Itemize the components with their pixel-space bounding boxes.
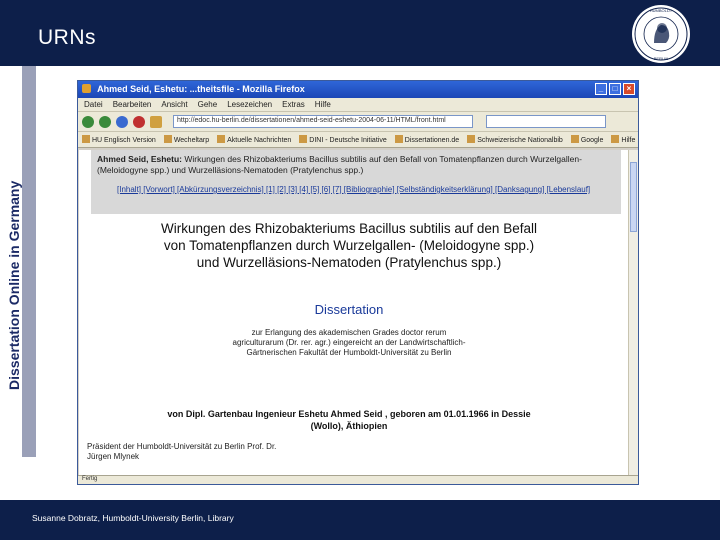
svg-text:HUMBOLDT: HUMBOLDT [649,8,673,13]
scrollbar-thumb[interactable] [630,162,637,232]
browser-window-screenshot [77,80,639,485]
header-bar [0,0,720,66]
search-input[interactable] [486,115,606,128]
bookmark-icon [217,135,225,143]
bookmark-icon [395,135,403,143]
bookmark-icon [299,135,307,143]
header-band [91,150,621,214]
menu-edit[interactable]: Bearbeiten [112,100,152,109]
close-button[interactable]: × [623,83,635,95]
university-seal-logo [630,3,692,65]
svg-text:BERLIN: BERLIN [653,56,669,61]
forward-icon[interactable] [99,116,111,128]
menu-help[interactable]: Hilfe [314,100,331,109]
author-line: von Dipl. Gartenbau Ingenieur Eshetu Ahmed Seid , geboren am 01.01.1966 in Dessie (Wollo), Äthiopien [167,409,531,431]
vertical-scrollbar[interactable] [628,150,638,477]
bookmark-item[interactable]: Wecheltarp [164,135,209,144]
maximize-button[interactable]: □ [609,83,621,95]
browser-window-title: Ahmed Seid, Eshetu: ...theitsfile - Mozilla Firefox [97,84,305,94]
bookmark-icon [611,135,619,143]
bookmarks-toolbar [78,132,638,148]
dissertation-title: Wirkungen des Rhizobakteriums Bacillus subtilis auf den Befall von Tomatenpflanzen durch Wurzelgallen- (Meloidogyne spp.) und Wurzelläsions-Nematoden (Pratylenchus spp.) [161,221,537,270]
bookmark-icon [571,135,579,143]
browser-titlebar [78,81,638,98]
browser-navbar [78,112,638,132]
footer-text: Susanne Dobratz, Humboldt-University Berlin, Library [32,513,234,523]
slide-title: URNs [38,26,96,49]
minimize-button[interactable]: _ [595,83,607,95]
band-title [97,154,602,176]
menu-tools[interactable]: Extras [282,100,305,109]
menu-file[interactable]: Datei [84,100,103,109]
menu-view[interactable]: Ansicht [161,100,188,109]
page-content [79,150,629,477]
firefox-icon [82,84,91,93]
home-icon[interactable] [150,116,162,128]
bookmark-item[interactable]: DINI - Deutsche Initiative [299,135,386,144]
vertical-label: Dissertation Online in Germany [6,180,22,390]
degree-text: zur Erlangung des akademischen Grades doctor rerum agriculturarum (Dr. rer. agr.) eingereicht an der Landwirtschaftlich-Gärtnerischen Fakultät der Humboldt-Universität zu Berlin [232,328,466,357]
status-bar: Fertig [78,475,638,484]
chapter-links[interactable]: [Inhalt] [Vorwort] [Abkürzungsverzeichnis] [1] [2] [3] [4] [5] [6] [7] [Bibliographie] [Selbständigkeitserklärung] [Danksagung] [Lebenslauf] [117,185,591,194]
menu-go[interactable]: Gehe [197,100,218,109]
stop-icon[interactable] [133,116,145,128]
bookmark-item[interactable]: Dissertationen.de [395,135,459,144]
address-bar[interactable]: http://edoc.hu-berlin.de/dissertationen/ahmed-seid-eshetu-2004-06-11/HTML/front.html [173,115,473,128]
band-title-author: Ahmed Seid, Eshetu: [97,154,183,164]
bookmark-icon [467,135,475,143]
bookmark-item[interactable]: Hilfe [611,135,635,144]
president-note: Präsident der Humboldt-Universität zu Berlin Prof. Dr. Jürgen Mlynek [87,442,277,461]
bookmark-item[interactable]: Google [571,135,604,144]
footer-bar [0,500,720,540]
browser-menubar [78,98,638,112]
band-title-text: Wirkungen des Rhizobakteriums Bacillus subtilis auf den Befall von Tomatenpflanzen durch Wurzelgallen- (Meloidogyne spp.) und Wurzelläsions-Nematoden (Pratylenchus spp.) [97,154,582,175]
menu-bookmarks[interactable]: Lesezeichen [227,100,273,109]
bookmark-icon [82,135,90,143]
reload-icon[interactable] [116,116,128,128]
back-icon[interactable] [82,116,94,128]
vertical-accent-bar [22,66,36,457]
bookmark-item[interactable]: Aktuelle Nachrichten [217,135,291,144]
dissertation-heading: Dissertation [314,302,384,317]
bookmark-item[interactable]: Schweizerische Nationalbib [467,135,563,144]
bookmark-item[interactable]: HU Englisch Version [82,135,156,144]
bookmark-icon [164,135,172,143]
